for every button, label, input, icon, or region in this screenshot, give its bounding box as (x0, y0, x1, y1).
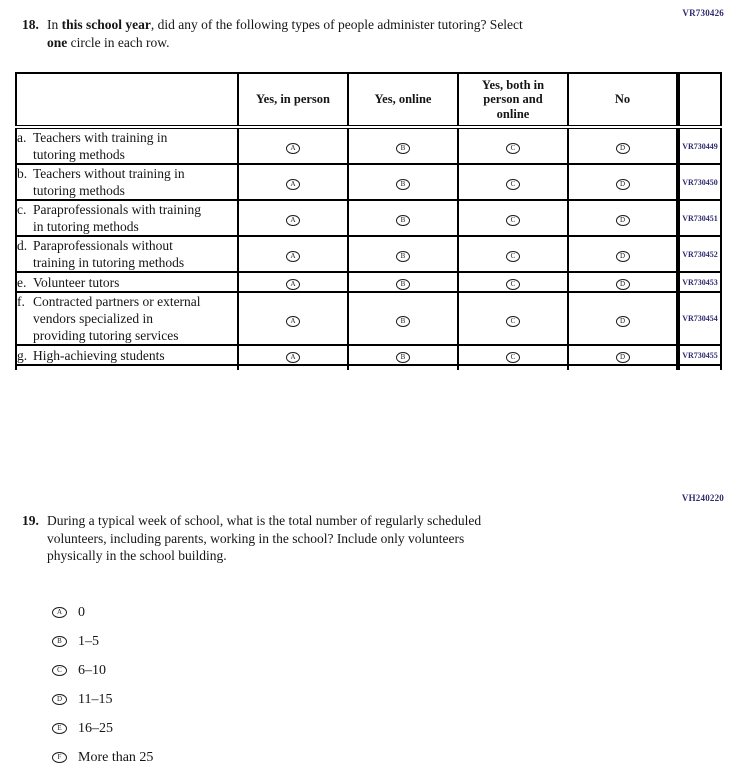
answer-cell (458, 127, 568, 164)
answer-circle-icon[interactable] (616, 251, 630, 262)
answer-cell (238, 272, 348, 292)
answer-option-label: 0 (78, 604, 85, 620)
answer-cell (238, 292, 348, 345)
answer-circle-letter: C (57, 666, 62, 674)
answer-circle-letter: A (290, 144, 296, 152)
row-label-cell (16, 200, 238, 236)
answer-circle-letter: E (57, 724, 62, 732)
answer-circle-icon[interactable] (506, 179, 520, 190)
table-edge-stub (348, 365, 458, 370)
row-label-cell (16, 236, 238, 272)
answer-circle-icon[interactable] (52, 752, 67, 763)
answer-cell (458, 236, 568, 272)
answer-circle-icon[interactable] (506, 215, 520, 226)
row-admin-code: VR730453 (678, 272, 721, 292)
table-header-row (16, 73, 721, 127)
answer-option-label: 16–25 (78, 720, 113, 736)
answer-cell (458, 164, 568, 200)
answer-circle-letter: C (510, 144, 516, 152)
row-letter: b. (17, 166, 28, 181)
answer-circle-icon[interactable] (286, 251, 300, 262)
question-18-admin-code: VR730426 (682, 8, 724, 18)
answer-circle-letter: A (56, 608, 63, 616)
answer-circle-letter: A (290, 252, 296, 260)
answer-cell (238, 127, 348, 164)
answer-circle-icon[interactable] (506, 316, 520, 327)
answer-option-label: 11–15 (78, 691, 113, 707)
answer-circle-icon[interactable] (286, 316, 300, 327)
answer-cell (348, 345, 458, 365)
answer-cell (348, 127, 458, 164)
answer-circle-letter: D (619, 144, 626, 152)
row-label: High-achieving students (33, 347, 165, 363)
answer-circle-letter: A (290, 216, 296, 224)
row-label-cell (16, 164, 238, 200)
column-header-label: No (614, 92, 631, 107)
answer-circle-letter: B (400, 316, 406, 325)
answer-circle-icon[interactable] (286, 143, 300, 154)
answer-cell (348, 292, 458, 345)
answer-option (52, 714, 153, 743)
answer-circle-letter: D (619, 316, 626, 325)
answer-cell (568, 127, 678, 164)
answer-circle-icon[interactable] (396, 215, 410, 226)
answer-circle-icon[interactable] (396, 316, 410, 327)
answer-cell (568, 272, 678, 292)
answer-cell (348, 164, 458, 200)
table-row (16, 164, 721, 200)
answer-circle-letter: D (619, 280, 626, 288)
row-label-cell (16, 272, 238, 292)
row-admin-code: VR730454 (678, 292, 721, 345)
answer-circle-letter: B (400, 353, 406, 361)
answer-circle-icon[interactable] (286, 179, 300, 190)
answer-circle-letter: C (510, 316, 516, 325)
answer-circle-icon[interactable] (286, 215, 300, 226)
answer-circle-icon[interactable] (506, 143, 520, 154)
row-label-cell (16, 127, 238, 164)
answer-option-label: 1–5 (78, 633, 99, 649)
question-19-number: 19. (22, 513, 39, 528)
answer-circle-icon[interactable] (396, 279, 410, 290)
answer-circle-letter: C (510, 280, 516, 288)
answer-circle-letter: A (290, 180, 296, 188)
row-letter: e. (17, 274, 27, 290)
answer-option (52, 598, 153, 627)
answer-option-label: 6–10 (78, 662, 106, 678)
column-header-label: Yes, in person (256, 92, 330, 107)
answer-circle-letter: F (57, 753, 62, 761)
answer-circle-icon[interactable] (52, 636, 67, 647)
answer-circle-icon[interactable] (616, 215, 630, 226)
table-edge-stub (16, 365, 238, 370)
answer-circle-letter: A (290, 353, 296, 361)
row-label-cell (16, 292, 238, 345)
answer-cell (238, 164, 348, 200)
answer-circle-letter: C (510, 252, 516, 260)
table-row (16, 272, 721, 292)
answer-circle-icon[interactable] (396, 251, 410, 262)
answer-circle-icon[interactable] (396, 143, 410, 154)
row-label: Paraprofessionals without training in tutoring methods (33, 238, 185, 270)
row-label: Paraprofessionals with training in tutoring methods (33, 202, 201, 234)
answer-circle-icon[interactable] (616, 316, 630, 327)
answer-cell (348, 200, 458, 236)
answer-option (52, 743, 153, 763)
row-letter: a. (17, 130, 27, 145)
answer-circle-icon[interactable] (506, 251, 520, 262)
answer-cell (458, 272, 568, 292)
answer-cell (238, 345, 348, 365)
table-edge-stub (458, 365, 568, 370)
answer-cell (568, 164, 678, 200)
answer-circle-letter: D (619, 216, 626, 224)
answer-circle-icon[interactable] (616, 352, 630, 363)
question-19-options (52, 598, 153, 763)
table-row (16, 292, 721, 345)
answer-option-label: More than 25 (78, 749, 154, 763)
row-letter: c. (17, 202, 27, 217)
answer-cell (238, 200, 348, 236)
answer-cell (348, 272, 458, 292)
column-header-cell (568, 73, 678, 127)
answer-cell (458, 200, 568, 236)
answer-circle-letter: A (290, 280, 296, 288)
answer-circle-icon[interactable] (396, 352, 410, 363)
answer-circle-icon[interactable] (616, 279, 630, 290)
answer-circle-letter: B (57, 637, 62, 645)
table-row (16, 236, 721, 272)
answer-circle-letter: A (290, 316, 296, 325)
table-edge-stub (238, 365, 348, 370)
row-letter: d. (17, 238, 28, 253)
answer-option (52, 627, 153, 656)
answer-circle-letter: B (400, 280, 406, 288)
answer-circle-letter: D (56, 695, 63, 703)
row-label: Contracted partners or external vendors specialized in providing tutoring services (33, 294, 201, 343)
row-label: Volunteer tutors (33, 274, 120, 290)
answer-circle-letter: B (400, 216, 406, 224)
question-19-text: During a typical week of school, what is the total number of regularly scheduled volunteers, including parents, working in the school? Include only volunteers physically in the school building. (47, 513, 482, 563)
row-letter: g. (17, 347, 28, 363)
row-admin-code: VR730455 (678, 345, 721, 365)
answer-cell (568, 345, 678, 365)
answer-circle-icon[interactable] (616, 179, 630, 190)
answer-circle-icon[interactable] (506, 352, 520, 363)
answer-circle-letter: B (400, 252, 406, 260)
answer-cell (458, 292, 568, 345)
answer-circle-icon[interactable] (286, 352, 300, 363)
answer-circle-letter: C (510, 180, 516, 188)
answer-circle-letter: D (619, 252, 626, 260)
code-header-cell (678, 73, 721, 127)
table-clipped-edge (16, 365, 721, 370)
column-header-cell (238, 73, 348, 127)
table-body (16, 127, 721, 370)
answer-circle-letter: D (619, 180, 626, 188)
answer-circle-icon[interactable] (52, 665, 67, 676)
question-18 (22, 16, 523, 51)
question-19 (22, 512, 481, 565)
column-header-cell (458, 73, 568, 127)
row-admin-code: VR730449 (678, 127, 721, 164)
column-header-label: Yes, both in person and online (481, 77, 545, 121)
row-label-cell (16, 345, 238, 365)
answer-circle-letter: D (619, 353, 626, 361)
row-label: Teachers without training in tutoring methods (33, 166, 185, 198)
answer-cell (568, 200, 678, 236)
question-18-answer-table (15, 72, 722, 370)
answer-cell (458, 345, 568, 365)
answer-circle-icon[interactable] (396, 179, 410, 190)
table-row (16, 200, 721, 236)
answer-cell (568, 292, 678, 345)
row-label: Teachers with training in tutoring methods (33, 130, 168, 162)
answer-circle-icon[interactable] (506, 279, 520, 290)
table-row (16, 127, 721, 164)
row-admin-code: VR730450 (678, 164, 721, 200)
answer-circle-icon[interactable] (616, 143, 630, 154)
answer-circle-letter: C (510, 353, 516, 361)
answer-cell (348, 236, 458, 272)
column-header-cell (348, 73, 458, 127)
answer-option (52, 685, 153, 714)
row-letter: f. (17, 294, 25, 309)
row-label-header-cell (16, 73, 238, 127)
question-18-text: In this school year, did any of the following types of people administer tutoring? Select one circle in each row. (47, 17, 523, 50)
answer-circle-icon[interactable] (52, 694, 67, 705)
answer-option (52, 656, 153, 685)
answer-cell (568, 236, 678, 272)
answer-circle-letter: C (510, 216, 516, 224)
answer-circle-icon[interactable] (52, 723, 67, 734)
row-admin-code: VR730452 (678, 236, 721, 272)
row-admin-code: VR730451 (678, 200, 721, 236)
table-edge-stub (568, 365, 678, 370)
answer-circle-icon[interactable] (286, 279, 300, 290)
question-19-admin-code: VH240220 (681, 493, 724, 503)
question-18-number: 18. (22, 17, 39, 32)
answer-circle-letter: B (400, 144, 406, 152)
column-header-label: Yes, online (374, 92, 432, 107)
answer-cell (238, 236, 348, 272)
answer-circle-icon[interactable] (52, 607, 67, 618)
table-edge-stub (678, 365, 721, 370)
table-row (16, 345, 721, 365)
answer-circle-letter: B (400, 180, 406, 188)
